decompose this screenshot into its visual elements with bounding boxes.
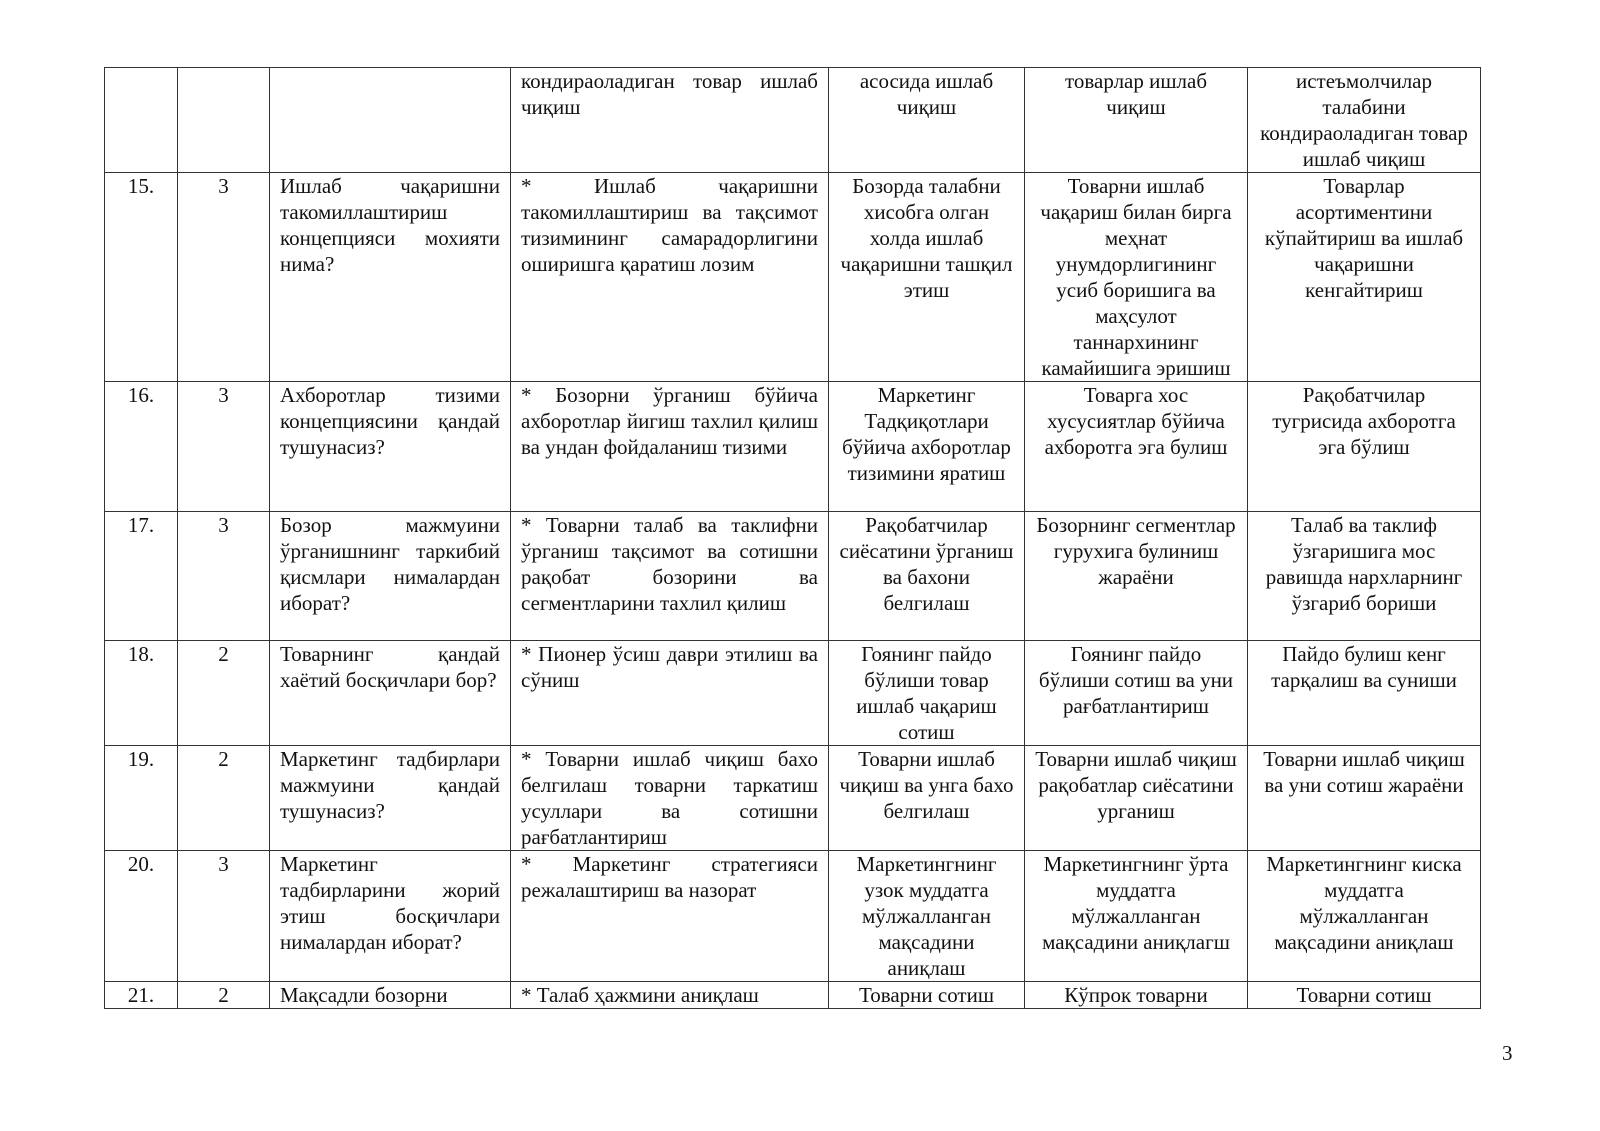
answer-option-2: товарлар ишлаб чиқиш	[1025, 68, 1248, 173]
table-row	[105, 746, 1481, 851]
question-number: 17.	[105, 512, 178, 641]
question-score: 3	[178, 173, 270, 382]
question-score: 2	[178, 982, 270, 1009]
correct-answer: * Пионер ўсиш даври этилиш ва сўниш	[511, 641, 829, 746]
table-row	[105, 382, 1481, 512]
question-score: 2	[178, 746, 270, 851]
table-row	[105, 982, 1481, 1009]
question-number: 15.	[105, 173, 178, 382]
question-text: Мақсадли бозорни	[270, 982, 511, 1009]
answer-option-1: Маркетингнинг узок муддатга мўлжалланган мақсадини аниқлаш	[829, 851, 1025, 982]
answer-option-1: Бозорда талабни хисобга олган холда ишлаб чақаришни ташқил этиш	[829, 173, 1025, 382]
correct-answer: * Товарни талаб ва таклифни ўрганиш тақсимот ва сотишни рақобат бозорини ва сегментларини тахлил қилиш	[511, 512, 829, 641]
answer-option-2: Бозорнинг сегментлар гурухига булиниш жараёни	[1025, 512, 1248, 641]
page-number: 3	[1502, 1041, 1513, 1065]
question-number: 19.	[105, 746, 178, 851]
correct-answer: * Ишлаб чақаришни такомиллаштириш ва тақсимот тизимининг самарадорлигини оширишга қаратиш лозим	[511, 173, 829, 382]
answer-option-3: Рақобатчилар тугрисида ахборотга эга бўлиш	[1248, 382, 1481, 512]
correct-answer: * Бозорни ўрганиш бўйича ахборотлар йигиш тахлил қилиш ва ундан фойдаланиш тизими	[511, 382, 829, 512]
question-score: 2	[178, 641, 270, 746]
question-score: 3	[178, 851, 270, 982]
table-row	[105, 512, 1481, 641]
question-number: 16.	[105, 382, 178, 512]
answer-option-3: истеъмолчилар талабини кондираоладиган товар ишлаб чиқиш	[1248, 68, 1481, 173]
answer-option-1: Маркетинг Тадқиқотлари бўйича ахборотлар тизимини яратиш	[829, 382, 1025, 512]
answer-option-2: Товарни ишлаб чақариш билан бирга меҳнат унумдорлигининг усиб боришига ва маҳсулот таннархининг камайишига эришиш	[1025, 173, 1248, 382]
question-number	[105, 68, 178, 173]
answer-option-2: Товарга хос хусусиятлар бўйича ахборотга эга булиш	[1025, 382, 1248, 512]
correct-answer: кондираоладиган товар ишлаб чиқиш	[511, 68, 829, 173]
questions-table	[104, 67, 1481, 1009]
answer-option-3: Талаб ва таклиф ўзгаришига мос равишда нархларнинг ўзгариб бориши	[1248, 512, 1481, 641]
question-text	[270, 68, 511, 173]
question-score: 3	[178, 512, 270, 641]
answer-option-1: Рақобатчилар сиёсатини ўрганиш ва бахони белгилаш	[829, 512, 1025, 641]
correct-answer: * Товарни ишлаб чиқиш бахо белгилаш товарни таркатиш усуллари ва сотишни рағбатлантириш	[511, 746, 829, 851]
answer-option-1: Гоянинг пайдо бўлиши товар ишлаб чақариш сотиш	[829, 641, 1025, 746]
answer-option-2: Гоянинг пайдо бўлиши сотиш ва уни рағбатлантириш	[1025, 641, 1248, 746]
answer-option-2: Маркетингнинг ўрта муддатга мўлжалланган мақсадини аниқлагш	[1025, 851, 1248, 982]
answer-option-1: Товарни сотиш	[829, 982, 1025, 1009]
question-text: Бозор мажмуини ўрганишнинг таркибий қисмлари нималардан иборат?	[270, 512, 511, 641]
correct-answer: * Талаб ҳажмини аниқлаш	[511, 982, 829, 1009]
question-text: Маркетинг тадбирлари мажмуини қандай тушунасиз?	[270, 746, 511, 851]
question-text: Товарнинг қандай хаётий босқичлари бор?	[270, 641, 511, 746]
answer-option-2: Товарни ишлаб чиқиш рақобатлар сиёсатини урганиш	[1025, 746, 1248, 851]
question-number: 18.	[105, 641, 178, 746]
answer-option-3: Маркетингнинг киска муддатга мўлжалланган мақсадини аниқлаш	[1248, 851, 1481, 982]
question-score: 3	[178, 382, 270, 512]
table-row	[105, 173, 1481, 382]
answer-option-3: Товарни сотиш	[1248, 982, 1481, 1009]
answer-option-1: асосида ишлаб чиқиш	[829, 68, 1025, 173]
question-number: 21.	[105, 982, 178, 1009]
question-score	[178, 68, 270, 173]
question-text: Ахборотлар тизими концепциясини қандай тушунасиз?	[270, 382, 511, 512]
table-row	[105, 851, 1481, 982]
answer-option-1: Товарни ишлаб чиқиш ва унга бахо белгилаш	[829, 746, 1025, 851]
answer-option-3: Пайдо булиш кенг тарқалиш ва суниши	[1248, 641, 1481, 746]
correct-answer: * Маркетинг стратегияси режалаштириш ва назорат	[511, 851, 829, 982]
answer-option-3: Товарлар асортиментини кўпайтириш ва ишлаб чақаришни кенгайтириш	[1248, 173, 1481, 382]
question-text: Ишлаб чақаришни такомиллаштириш концепцияси мохияти нима?	[270, 173, 511, 382]
question-text: Маркетинг тадбирларини жорий этиш босқичлари нималардан иборат?	[270, 851, 511, 982]
answer-option-3: Товарни ишлаб чиқиш ва уни сотиш жараёни	[1248, 746, 1481, 851]
question-number: 20.	[105, 851, 178, 982]
table-row	[105, 641, 1481, 746]
table-row	[105, 68, 1481, 173]
answer-option-2: Кўпрок товарни	[1025, 982, 1248, 1009]
